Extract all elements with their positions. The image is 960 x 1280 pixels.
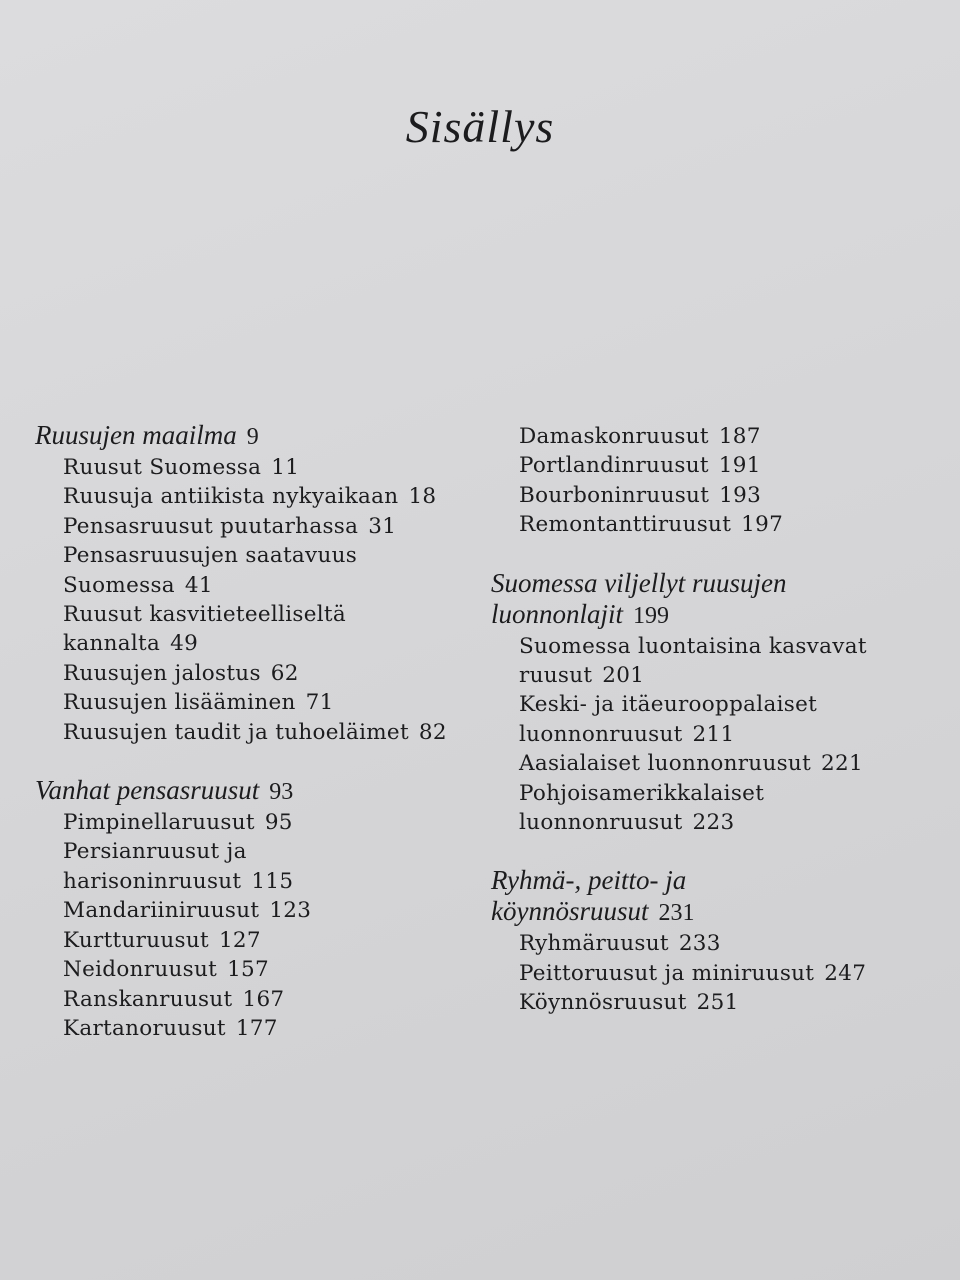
entry-title: Kurtturuusut [63, 927, 209, 953]
entry-page-number: 18 [408, 484, 437, 510]
entry-page-number: 177 [235, 1015, 278, 1041]
entry-line [63, 659, 447, 688]
section-title-line [35, 420, 447, 453]
entry-page-number: 191 [718, 453, 761, 479]
entry-line [63, 482, 447, 511]
entry-page-number: 157 [227, 957, 269, 983]
entry-line [63, 985, 447, 1014]
entry-line [519, 481, 867, 510]
section-title-text: Ruusujen maailma [35, 420, 237, 450]
toc-entry[interactable] [63, 659, 447, 688]
entry-title: Portlandinruusut [519, 453, 709, 479]
toc-section [491, 422, 867, 540]
entry-title: Peittoruusut ja miniruusut [519, 960, 815, 986]
entry-title: Mandariiniruusut [63, 898, 260, 924]
section-page-number: 9 [246, 424, 259, 450]
toc-section [35, 775, 447, 1043]
section-title-line [491, 568, 867, 599]
toc-entry[interactable] [63, 453, 447, 482]
entry-title: Suomessa [63, 572, 175, 598]
entry-line [63, 571, 447, 600]
entry-page-number: 247 [824, 960, 867, 986]
entry-page-number: 62 [270, 660, 299, 686]
toc-entries [519, 929, 867, 1017]
entry-page-number: 221 [821, 751, 863, 777]
entry-line [519, 959, 867, 988]
section-title-text: Suomessa viljellyt ruusujen [491, 567, 787, 598]
toc-entry[interactable] [63, 541, 447, 600]
toc-right-column [491, 422, 867, 1046]
entry-line [63, 718, 447, 747]
entry-title: Pimpinellaruusut [63, 810, 255, 836]
toc-entries [63, 453, 447, 747]
toc-entry[interactable] [519, 929, 867, 958]
entry-line [519, 690, 867, 719]
entry-title: Ryhmäruusut [519, 931, 669, 957]
toc-entry[interactable] [519, 749, 867, 778]
entry-title: harisoninruusut [63, 868, 242, 894]
section-title-text: Vanhat pensasruusut [35, 775, 260, 806]
toc-entry[interactable] [63, 837, 447, 896]
entry-title: Ruusujen jalostus [63, 660, 261, 686]
entry-line [63, 926, 447, 955]
entry-line [63, 512, 447, 541]
entry-page-number: 187 [718, 424, 761, 449]
entry-title: Ruusujen lisääminen [63, 690, 296, 716]
entry-page-number: 223 [692, 810, 735, 836]
toc-entry[interactable] [519, 422, 867, 451]
toc-entry[interactable] [63, 482, 447, 511]
toc-entry[interactable] [63, 688, 447, 717]
entry-title: Kartanoruusut [63, 1015, 226, 1041]
entry-line [519, 720, 867, 749]
entry-line [63, 837, 447, 866]
section-title-text: köynnösruusut [491, 896, 649, 927]
entry-title: Neidonruusut [63, 957, 218, 983]
toc-entries [519, 422, 867, 540]
toc-entry[interactable] [63, 808, 447, 837]
entry-title: Aasialaiset luonnonruusut [519, 751, 812, 777]
toc-entry[interactable] [519, 481, 867, 510]
entry-line [519, 661, 867, 690]
entry-title: Bourboninruusut [519, 482, 710, 508]
toc-entry[interactable] [519, 779, 867, 838]
section-title-line [491, 896, 867, 929]
entry-line [63, 867, 447, 896]
entry-line [63, 955, 447, 984]
entry-page-number: 197 [741, 512, 784, 538]
page-title: Sisällys [405, 101, 555, 152]
entry-page-number: 251 [696, 990, 739, 1016]
entry-title: Keski- ja itäeurooppalaiset [519, 692, 818, 718]
entry-line [63, 629, 447, 658]
section-title-text: Ryhmä-, peitto- ja [491, 865, 687, 896]
toc-section [491, 568, 867, 838]
entry-title: Ruusuja antiikista nykyaikaan [63, 484, 399, 510]
entry-page-number: 95 [264, 810, 293, 836]
entry-page-number: 31 [368, 513, 397, 539]
toc-entry[interactable] [63, 926, 447, 955]
entry-title: Remontanttiruusut [519, 512, 732, 538]
toc-entries [63, 808, 447, 1043]
entry-line [63, 600, 447, 629]
entry-line [63, 688, 447, 717]
section-page-number: 199 [633, 602, 670, 629]
toc-left-column [35, 420, 447, 1071]
toc-entry[interactable] [63, 1014, 447, 1043]
entry-line [63, 896, 447, 925]
entry-title: Ruusut Suomessa [63, 455, 262, 480]
toc-entry[interactable] [63, 955, 447, 984]
entry-page-number: 211 [692, 721, 735, 747]
entry-line [519, 929, 867, 958]
toc-entry[interactable] [519, 451, 867, 480]
entry-title: Ruusut kasvitieteelliseltä [63, 602, 346, 628]
entry-line [519, 510, 867, 539]
toc-section [35, 420, 447, 747]
entry-title: Ruusujen taudit ja tuhoeläimet [63, 719, 409, 745]
entry-line [519, 451, 867, 480]
entry-page-number: 201 [602, 663, 645, 689]
toc-entry[interactable] [519, 959, 867, 988]
entry-title: ruusut [519, 663, 593, 689]
entry-title: Pensasruusut puutarhassa [63, 513, 359, 539]
entry-line [63, 808, 447, 837]
entry-line [63, 453, 447, 482]
section-title-line [491, 599, 867, 632]
entry-line [519, 749, 867, 778]
section-page-number: 93 [269, 779, 294, 806]
toc-entry[interactable] [63, 718, 447, 747]
entry-line [63, 1014, 447, 1043]
entry-line [519, 808, 867, 837]
toc-entry[interactable] [519, 632, 867, 691]
entry-line [519, 422, 867, 451]
toc-entry[interactable] [63, 896, 447, 925]
entry-title: luonnonruusut [519, 721, 683, 747]
toc-entry[interactable] [63, 600, 447, 659]
entry-page-number: 11 [271, 455, 300, 480]
entry-page-number: 115 [251, 868, 294, 894]
entry-title: Persianruusut ja [63, 839, 247, 865]
entry-page-number: 193 [719, 482, 762, 508]
entry-page-number: 233 [678, 931, 721, 957]
section-title-text: luonnonlajit [491, 598, 624, 629]
entry-line [519, 779, 867, 808]
entry-page-number: 82 [418, 719, 447, 745]
entry-page-number: 123 [269, 898, 312, 924]
entry-page-number: 127 [218, 927, 261, 953]
entry-page-number: 71 [305, 690, 334, 716]
section-title-line [491, 865, 867, 896]
toc-entry[interactable] [63, 985, 447, 1014]
entry-title: Ranskanruusut [63, 986, 233, 1012]
toc-entry[interactable] [519, 510, 867, 539]
entry-line [63, 541, 447, 570]
section-page-number: 231 [658, 900, 695, 927]
entry-title: Suomessa luontaisina kasvavat [519, 633, 867, 659]
toc-entry[interactable] [63, 512, 447, 541]
entry-title: Köynnösruusut [519, 990, 687, 1016]
toc-entry[interactable] [519, 988, 867, 1017]
toc-section [491, 865, 867, 1017]
toc-entries [519, 632, 867, 838]
entry-title: luonnonruusut [519, 810, 683, 836]
entry-title: kannalta [63, 631, 161, 657]
entry-line [519, 988, 867, 1017]
entry-page-number: 41 [184, 572, 213, 598]
toc-entry[interactable] [519, 690, 867, 749]
entry-page-number: 167 [242, 986, 285, 1012]
entry-page-number: 49 [170, 631, 199, 657]
entry-title: Pohjoisamerikkalaiset [519, 780, 765, 806]
entry-line [519, 632, 867, 661]
entry-title: Pensasruusujen saatavuus [63, 543, 358, 569]
section-title-line [35, 775, 447, 808]
entry-title: Damaskonruusut [519, 424, 709, 449]
